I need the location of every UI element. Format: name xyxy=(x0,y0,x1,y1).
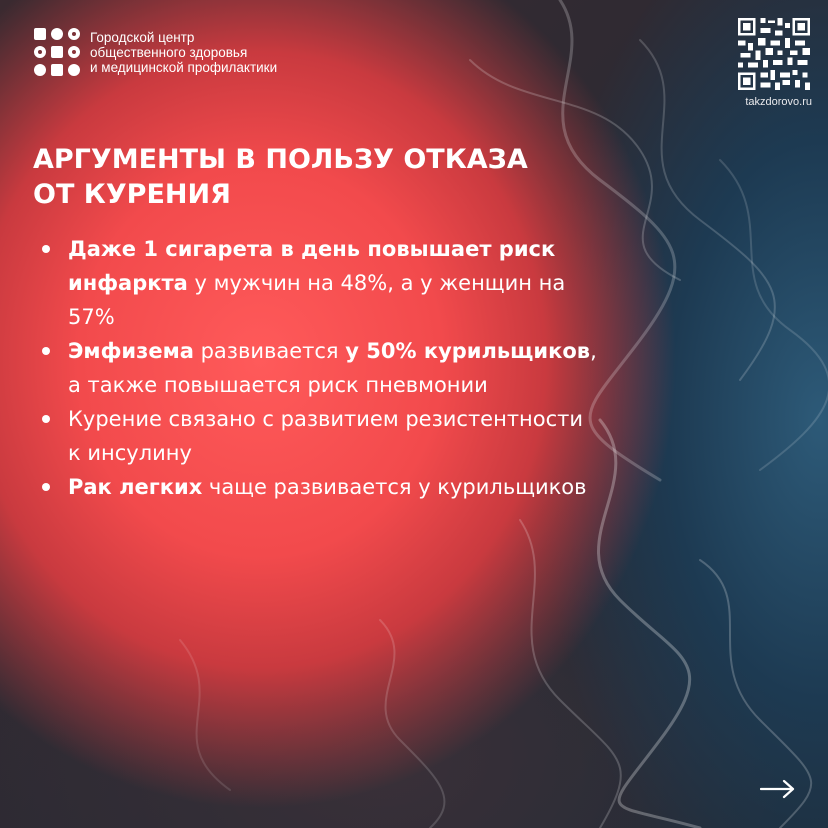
bullet-text: развивается xyxy=(193,339,346,363)
bullet-bold: Эмфизема xyxy=(68,339,194,363)
bullet-text: , а также повышается риск пневмонии xyxy=(68,339,597,397)
bullet-bold: Даже 1 сигарета в день повышает риск инфаркта xyxy=(68,237,556,295)
bullet-bold: Рак легких xyxy=(68,475,203,499)
list-item xyxy=(38,334,598,402)
bullet-text: чаще развивается у курильщиков xyxy=(202,475,587,499)
bullet-bold: у 50% курильщиков xyxy=(345,339,591,363)
bullet-text: у мужчин на 48%, а у женщин на 57% xyxy=(68,271,566,329)
list-item xyxy=(38,232,598,334)
title-line: АРГУМЕНТЫ В ПОЛЬЗУ ОТКАЗА xyxy=(33,144,528,175)
arrow-right-icon[interactable] xyxy=(760,778,796,800)
org-name-line: и медицинской профилактики xyxy=(90,59,278,75)
qr-code-icon[interactable] xyxy=(738,18,810,90)
org-name-line: общественного здоровья xyxy=(90,44,248,60)
org-logo-icon xyxy=(34,28,80,76)
org-name xyxy=(90,30,277,75)
page-title xyxy=(33,142,593,212)
bullet-text: Курение связано с развитием резистентности к инсулину xyxy=(68,407,584,465)
arguments-list xyxy=(38,232,598,504)
org-logo xyxy=(34,28,277,76)
list-item xyxy=(38,470,598,504)
org-name-line: Городской центр xyxy=(90,29,195,45)
list-item xyxy=(38,402,598,470)
title-line: ОТ КУРЕНИЯ xyxy=(33,179,231,210)
website-link[interactable]: takzdorovo.ru xyxy=(745,96,812,108)
